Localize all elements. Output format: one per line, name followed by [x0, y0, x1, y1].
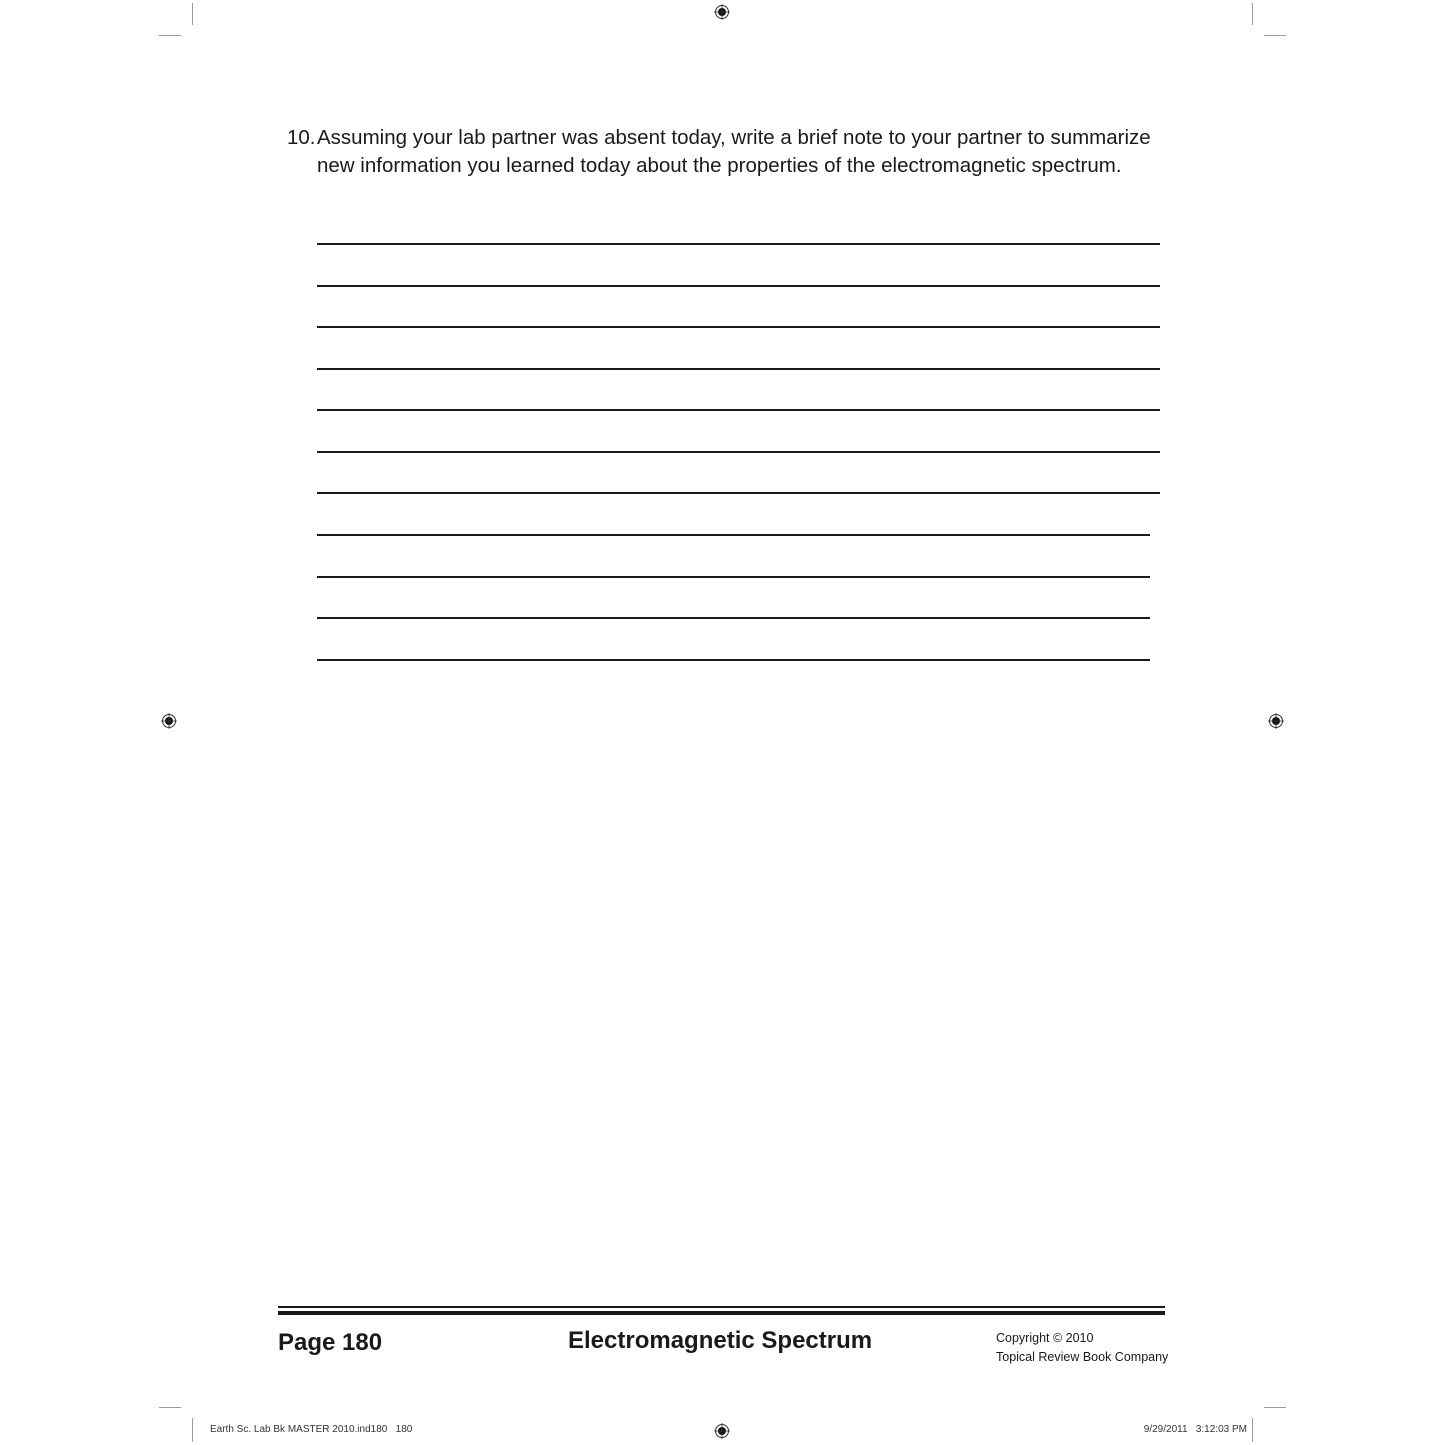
registration-mark-icon	[714, 4, 730, 20]
answer-line[interactable]	[317, 659, 1150, 661]
crop-mark-bottom-left-horizontal	[159, 1407, 181, 1408]
answer-line[interactable]	[317, 285, 1160, 287]
answer-line[interactable]	[317, 576, 1150, 578]
answer-line[interactable]	[317, 243, 1160, 245]
registration-mark-icon	[714, 1423, 730, 1439]
answer-line[interactable]	[317, 326, 1160, 328]
crop-mark-top-left-vertical	[192, 3, 193, 25]
question-text: Assuming your lab partner was absent today, write a brief note to your partner to summarize new information you learned today about the properties of the electromagnetic spectrum.	[317, 126, 1151, 177]
registration-mark-icon	[161, 713, 177, 729]
crop-mark-bottom-right-vertical	[1252, 1418, 1253, 1442]
question-number: 10.	[287, 126, 316, 149]
page-number: Page 180	[278, 1329, 383, 1356]
slug-file-info: Earth Sc. Lab Bk MASTER 2010.ind180 180	[210, 1424, 413, 1435]
registration-mark-icon	[1268, 713, 1284, 729]
crop-mark-bottom-left-vertical	[192, 1418, 193, 1442]
crop-mark-bottom-right-horizontal	[1264, 1407, 1286, 1408]
footer-rule-thin	[278, 1306, 1165, 1308]
answer-line[interactable]	[317, 617, 1150, 619]
chapter-title: Electromagnetic Spectrum	[568, 1327, 873, 1354]
footer-rule-thick	[278, 1311, 1165, 1315]
answer-line[interactable]	[317, 368, 1160, 370]
answer-line[interactable]	[317, 534, 1150, 536]
slug-timestamp: 9/29/2011 3:12:03 PM	[1143, 1424, 1247, 1435]
answer-line[interactable]	[317, 409, 1160, 411]
copyright-line: Copyright © 2010	[996, 1331, 1094, 1345]
publisher-name: Topical Review Book Company	[996, 1350, 1169, 1364]
crop-mark-top-right-vertical	[1252, 3, 1253, 25]
answer-line[interactable]	[317, 492, 1160, 494]
crop-mark-top-left-horizontal	[159, 35, 181, 36]
copyright-notice	[996, 1329, 1168, 1367]
crop-mark-top-right-horizontal	[1264, 35, 1286, 36]
answer-line[interactable]	[317, 451, 1160, 453]
